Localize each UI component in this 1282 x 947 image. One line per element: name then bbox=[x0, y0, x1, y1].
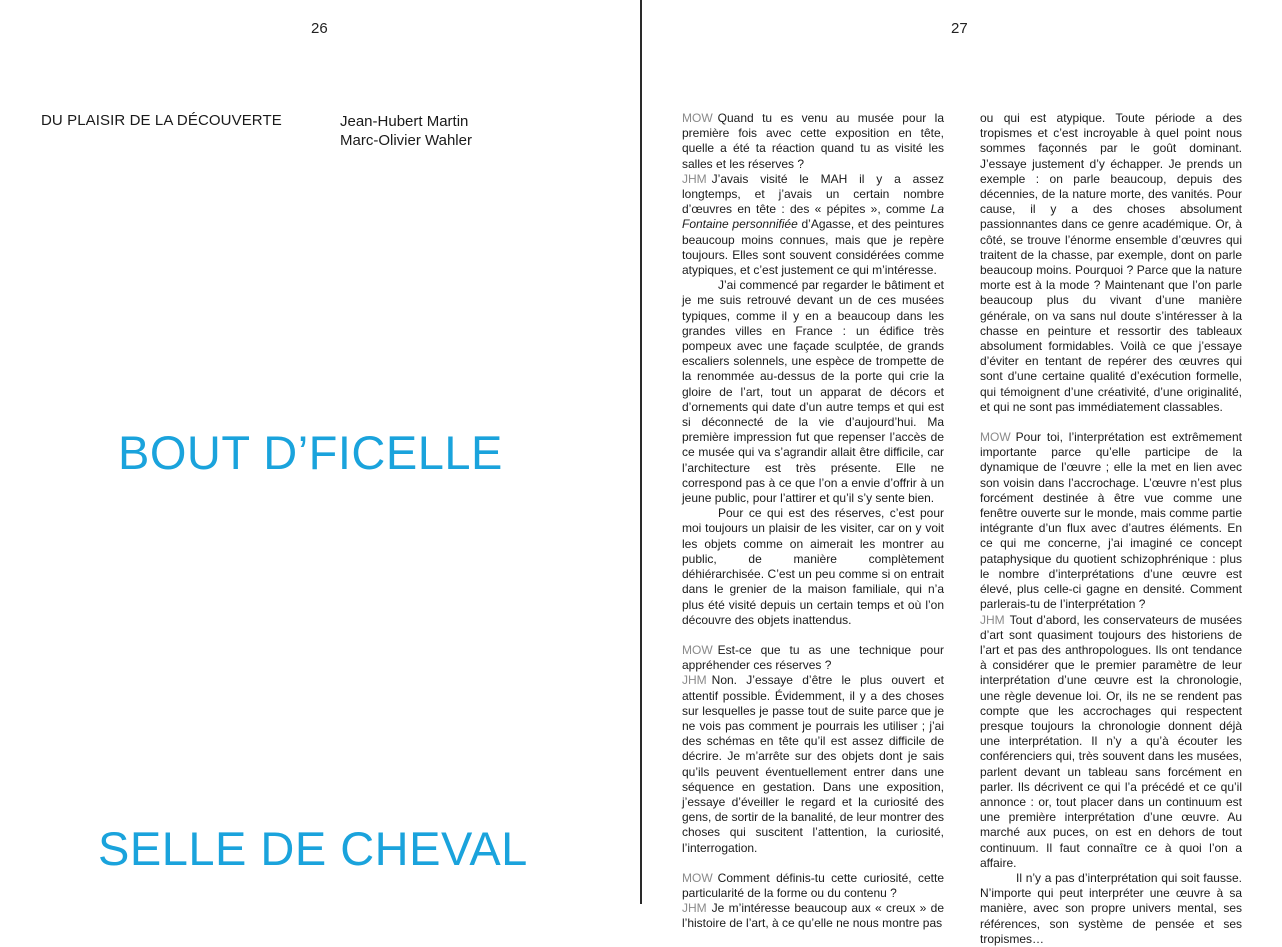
speaker-label: MOW bbox=[980, 430, 1011, 445]
paragraph-text: J’avais visité le MAH il y a assez longtemps, et j’avais un certain nombre d’œuvres en tête : des « pépites », comme bbox=[682, 171, 944, 217]
paragraph bbox=[682, 111, 944, 172]
paragraph: Pour ce qui est des réserves, c’est pour moi toujours un plaisir de les visiter, car on y voit les objets comme on aimerait les montrer au public, de manière complètement déhiérarchisée. C’est un peu comme si on entrait dans le grenier de la maison familiale, qui n’a plus été visité depuis un certain temps et où l’on découvre des objets inattendus. bbox=[682, 506, 944, 627]
title-bottom: SELLE DE CHEVAL bbox=[98, 822, 528, 875]
speaker-label: JHM bbox=[980, 612, 1005, 627]
paragraph-text: Quand tu es venu au musée pour la première fois avec cette exposition en tête, quelle a été ta réaction quand tu as visité les salles et les réserves ? bbox=[682, 111, 944, 171]
artwork-title: La Fontaine personnifiée bbox=[682, 202, 944, 232]
paragraph: ou qui est atypique. Toute période a des tropismes et c’est incroyable à quel point nous sommes façonnés par le goût dominant. J’essaye justement d’y échapper. Je prends un exemple : on parle beaucoup, depuis des décennies, de la nature morte, des vanités. Pour cause, il y a des choses absolument passionnantes dans ce genre académique. Or, à côté, se trouve l’énorme ensemble d’œuvres qui traitent de la chasse, par exemple, dont on parle beaucoup moins. Pourquoi ? Parce que la nature morte est à la mode ? Maintenant que l’on parle beaucoup plus du vivant d’une manière générale, on va sans nul doute s’intéresser à la chasse en peinture et ressortir des tableaux absolument formidables. Voilà ce que j’essaye d’éviter en tentant de repérer des œuvres qui sont d’une certaine qualité d’exécution formelle, qui témoignent d’une créativité, d’une originalité, et qui ne sont pas immédiatement classables. bbox=[980, 111, 1242, 414]
paragraph-text: Comment définis-tu cette curiosité, cette particularité de la forme ou du contenu ? bbox=[682, 870, 944, 900]
paragraph-gap bbox=[682, 856, 944, 871]
paragraph bbox=[980, 430, 1242, 612]
paragraph-text: Est-ce que tu as une technique pour appréhender ces réserves ? bbox=[682, 642, 944, 673]
title-top: BOUT D’FICELLE bbox=[118, 426, 503, 479]
author-1: Jean-Hubert Martin bbox=[340, 113, 469, 130]
paragraph-gap bbox=[980, 415, 1242, 430]
speaker-label: JHM bbox=[682, 673, 707, 688]
speaker-label: JHM bbox=[682, 901, 707, 916]
paragraph bbox=[682, 643, 944, 673]
paragraph: Il n’y a pas d’interprétation qui soit fausse. N’importe qui peut interpréter une œuvre à sa manière, avec son propre univers mental, ses références, son système de pensée et ses tropismes… bbox=[980, 870, 1242, 946]
paragraph bbox=[980, 613, 1242, 871]
paragraph bbox=[682, 172, 944, 278]
speaker-label: MOW bbox=[682, 642, 713, 657]
paragraph bbox=[682, 901, 944, 931]
paragraph-text: d’Agasse, et des peintures beaucoup moins connues, mais que je repère toujours. Elles sont souvent considérées comme atypiques, et c’est justement ce qui m’intéresse. bbox=[682, 217, 944, 278]
page-number-left: 26 bbox=[311, 20, 328, 37]
page-number-right: 27 bbox=[951, 20, 968, 37]
left-page bbox=[0, 0, 640, 904]
speaker-label: MOW bbox=[682, 870, 713, 885]
speaker-label: MOW bbox=[682, 111, 713, 125]
paragraph-text: Pour toi, l’interprétation est extrêmement importante parce qu’elle participe de la dynamique de l’œuvre ; elle la met en lien avec son voisin dans l’accrochage. L’œuvre n’est plus forcément destinée à être vue comme une fenêtre ouverte sur le monde, mais comme partie intégrante d’un flux avec d’autres éléments. En ce qui me concerne, j’ai imaginé ce concept pataphysique du quotient schizophrénique : plus le nombre d’interprétations d’une œuvre est élevé, plus celle-ci gagne en densité. Comment parlerais-tu de l’interprétation ? bbox=[980, 430, 1242, 612]
paragraph bbox=[682, 673, 944, 855]
interview-column-2 bbox=[980, 111, 1242, 947]
paragraph-gap bbox=[682, 628, 944, 643]
right-page bbox=[642, 0, 1282, 946]
paragraph bbox=[682, 871, 944, 901]
paragraph: J’ai commencé par regarder le bâtiment et je me suis retrouvé devant un de ces musées typiques, comme il y en a beaucoup dans les grandes villes en France : un édifice très pompeux avec une façade sculptée, de grands escaliers solennels, une espèce de trompette de la renommée au-dessus de la porte qui crie la gloire de l’art, tout un apparat de décors et d’ornements qui date d’un autre temps et qui est si déconnecté de la vie d’aujourd’hui. Ma première impression fut que repenser l’accès de ce musée qui va s’agrandir allait être difficile, car l’architecture est très présente. Elle ne correspond pas à ce que l’on a envie d’offrir à un jeune public, pour l’attirer et qu’il s’y sente bien. bbox=[682, 278, 944, 506]
paragraph-text: Non. J’essaye d’être le plus ouvert et attentif possible. Évidemment, il y a des choses sur lesquelles je passe tout de suite parce que je ne vois pas comment je pourrais les utiliser ; j’ai des schémas en tête qu’il est assez difficile de décrire. Je m’arrête sur des objets dont je sais qu’ils peuvent éventuellement entrer dans une séquence en gestation. Dans une exposition, j’essaye d’éveiller le regard et la curiosité des gens, de sortir de la banalité, de leur montrer des choses qui suscitent l’attention, la curiosité, l’interrogation. bbox=[682, 673, 944, 855]
interview-column-1 bbox=[682, 111, 944, 932]
speaker-label: JHM bbox=[682, 171, 707, 186]
author-2: Marc-Olivier Wahler bbox=[340, 132, 472, 149]
authors bbox=[340, 112, 472, 150]
paragraph-text: Tout d’abord, les conservateurs de musées d’art sont quasiment toujours des historiens de l’art et pas des anthropologues. Ils ont tendance à considérer que le premier paramètre de leur interprétation d’une œuvre est la chronologie, une règle devenue loi. Or, ils ne se rendent pas compte que les accrochages qui respectent presque toujours la chronologie donnent déjà une interprétation. Il n’y a qu’à écouter les conférenciers qui, très souvent dans les musées, parlent devant un tableau sans forcément en parler. Ils décrivent ce qui l’a précédé et ce qu’il annonce : or, tout placer dans un continuum est une première interprétation d’une œuvre. Au marché aux puces, on est en dehors de tout continuum. Il faut connaître ce à quoi l’on a affaire. bbox=[980, 612, 1242, 870]
section-title: DU PLAISIR DE LA DÉCOUVERTE bbox=[41, 112, 282, 129]
paragraph-text: Je m’intéresse beaucoup aux « creux » de l’histoire de l’art, à ce qu’elle ne nous montre pas bbox=[682, 901, 944, 931]
